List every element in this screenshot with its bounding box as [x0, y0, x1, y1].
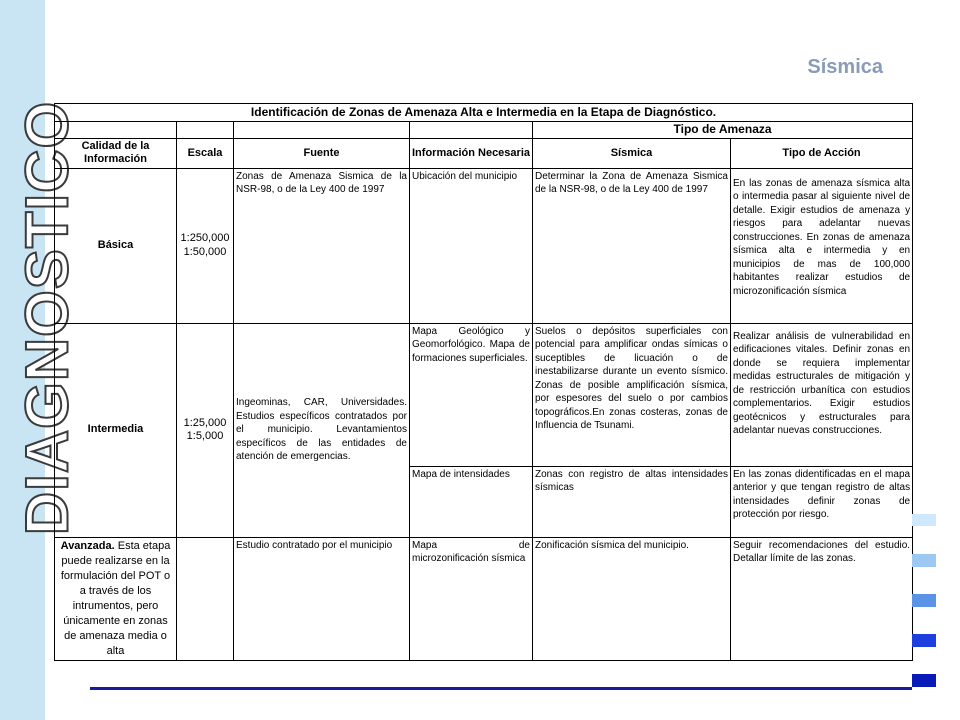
col-header-fuente: Fuente [234, 138, 410, 168]
cell-accion: En las zonas didentificadas en el mapa anterior y que tengan registro de altas intensidades definir zonas de protección por riesgo. [731, 466, 913, 537]
cell-fuente: Ingeominas, CAR, Universidades. Estudios específicos contratados por el municipio. Levantamientos específicos de las entidades de atención de emergencias. [234, 323, 410, 537]
cell-sismica: Zonificación sísmica del municipio. [533, 537, 731, 660]
cell-fuente: Zonas de Amenaza Sismica de la NSR-98, o de la Ley 400 de 1997 [234, 168, 410, 323]
cell-fuente: Estudio contratado por el municipio [234, 537, 410, 660]
empty-cell [55, 122, 177, 139]
cell-accion: Realizar análisis de vulnerabilidad en edificaciones vitales. Definir zonas en donde se requiera implementar medidas estructurales de mitigación y de restricción urbanítica con estudios complementarios. Exigir estudios geotécnicos y estructurales para adelantar nuevas construcciones. [731, 323, 913, 466]
table-title: Identificación de Zonas de Amenaza Alta e Intermedia en la Etapa de Diagnóstico. [55, 104, 913, 122]
table-row [55, 537, 913, 660]
calidad-rest: Esta etapa puede realizarse en la formulación del POT o a través de los intrumentos, pero únicamente en zonas de amenaza media o alta [60, 539, 171, 657]
cell-accion: En las zonas de amenaza sísmica alta o intermedia pasar al siguiente nivel de detalle. Exigir estudios de amenaza y riesgos para adelantar nuevas construcciones. En zonas de amenaza sísmica alta e intermedia y en municipios de mas de 100,000 habitantes realizar estudios de microzonificación sísmica [731, 168, 913, 323]
cell-sismica: Suelos o depósitos superficiales con potencial para amplificar ondas símicas o suceptibles de licuación o de inestabilizarse durante un evento sísmico. Zonas de posible amplificación sísmica, por espesores del suelo o por cambios topográficos.En zonas costeras, zonas de Influencia de Tsunami. [533, 323, 731, 466]
cell-escala: 1:25,000 1:5,000 [177, 323, 234, 537]
col-header-sismica: Sísmica [533, 138, 731, 168]
col-header-calidad: Calidad de la Información [55, 138, 177, 168]
col-header-info: Información Necesaria [410, 138, 533, 168]
cell-info: Mapa de microzonificación sísmica [410, 537, 533, 660]
cell-calidad [55, 537, 177, 660]
cell-calidad: Intermedia [55, 323, 177, 537]
col-header-accion: Tipo de Acción [731, 138, 913, 168]
table-row [55, 168, 913, 323]
tipo-amenaza-header: Tipo de Amenaza [533, 122, 913, 139]
deco-square-1 [912, 514, 936, 526]
col-header-escala: Escala [177, 138, 234, 168]
table-row [55, 323, 913, 466]
cell-calidad: Básica [55, 168, 177, 323]
empty-cell [410, 122, 533, 139]
cell-sismica: Zonas con registro de altas intensidades sísmicas [533, 466, 731, 537]
cell-info: Mapa Geológico y Geomorfológico. Mapa de formaciones superficiales. [410, 323, 533, 466]
deco-square-4 [912, 634, 936, 647]
empty-cell [234, 122, 410, 139]
cell-accion: Seguir recomendaciones del estudio. Detallar límite de las zonas. [731, 537, 913, 660]
page-subtitle: Sísmica [807, 56, 883, 78]
cell-escala [177, 537, 234, 660]
empty-cell [177, 122, 234, 139]
cell-info: Mapa de intensidades [410, 466, 533, 537]
deco-square-3 [912, 594, 936, 607]
cell-info: Ubicación del municipio [410, 168, 533, 323]
deco-square-2 [912, 554, 936, 567]
cell-sismica: Determinar la Zona de Amenaza Sismica de la NSR-98, o de la Ley 400 de 1997 [533, 168, 731, 323]
deco-square-5 [912, 674, 936, 687]
bottom-rule [90, 687, 912, 690]
cell-escala: 1:250,000 1:50,000 [177, 168, 234, 323]
hazard-table [54, 103, 913, 661]
calidad-bold: Avanzada. [60, 539, 115, 552]
